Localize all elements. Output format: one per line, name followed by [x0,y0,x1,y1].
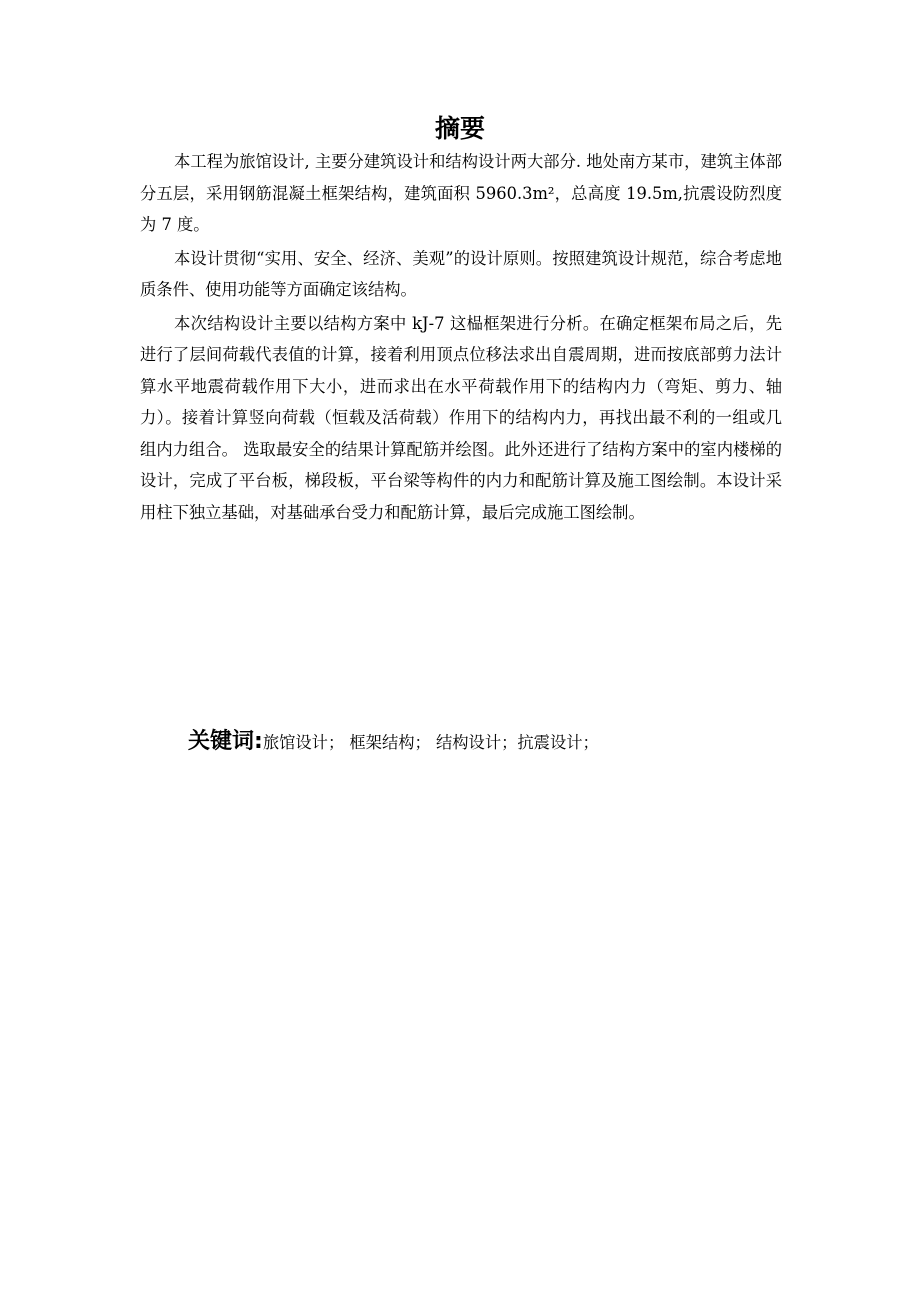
abstract-paragraph-1: 本工程为旅馆设计, 主要分建筑设计和结构设计两大部分. 地处南方某市，建筑主体部分五层，采用钢筋混凝土框架结构，建筑面积 5960.3m²，总高度 19.5m,抗震设防烈度为 7 度。 [140,152,782,234]
keywords-values: 旅馆设计； 框架结构； 结构设计；抗震设计； [262,733,599,752]
abstract-paragraph-3: 本次结构设计主要以结构方案中 kJ-7 这榀框架进行分析。在确定框架布局之后，先进行了层间荷载代表值的计算，接着利用顶点位移法求出自震周期，进而按底部剪力法计算水平地震荷载作用下大小，进而求出在水平荷载作用下的结构内力（弯矩、剪力、轴力）。接着计算竖向荷载（恒载及活荷载）作用下的结构内力，再找出最不利的一组或几组内力组合。 选取最安全的结果计算配筋并绘图。此外还进行了结构方案中的室内楼梯的设计，完成了平台板，梯段板，平台梁等构件的内力和配筋计算及施工图绘制。本设计采用柱下独立基础，对基础承台受力和配筋计算，最后完成施工图绘制。 [140,313,782,522]
keywords-line [188,724,788,761]
abstract-paragraph-2: 本设计贯彻“实用、安全、经济、美观”的设计原则。按照建筑设计规范，综合考虑地质条件、使用功能等方面确定该结构。 [140,248,782,299]
abstract-body [140,146,782,530]
keywords-label: 关键词: [188,729,263,754]
abstract-title: 摘要 [434,114,485,143]
